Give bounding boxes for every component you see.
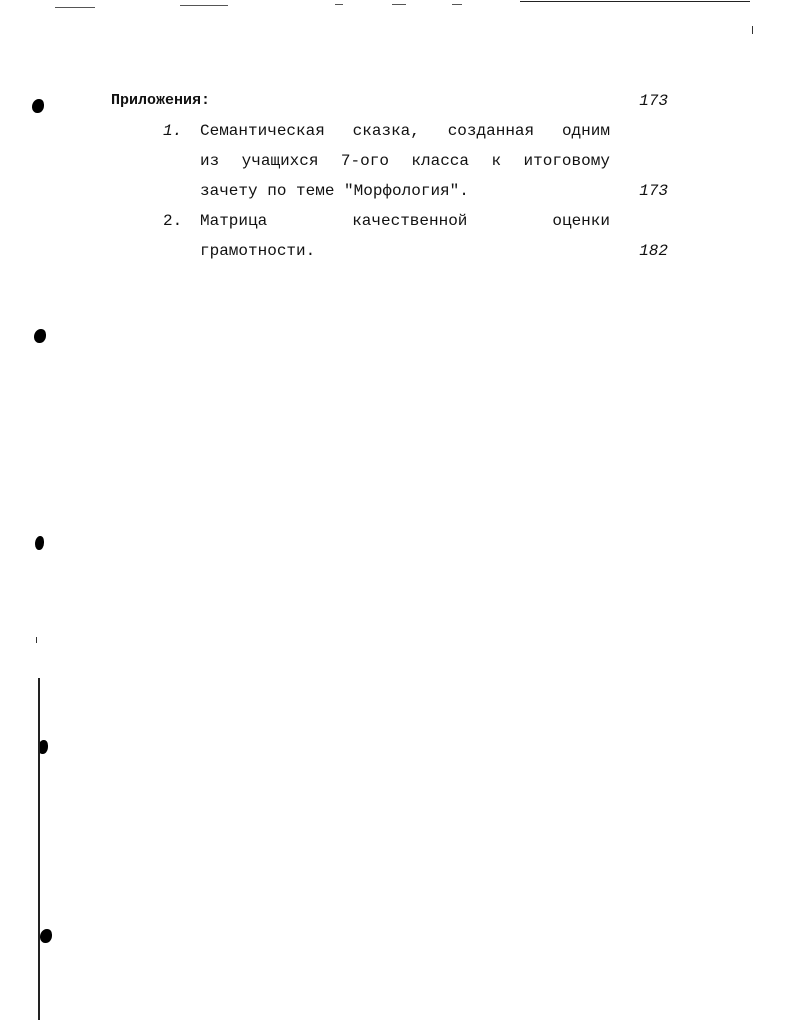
word: одним: [561, 122, 610, 140]
word: сказка,: [352, 122, 420, 140]
appendices-page-number: 173: [639, 92, 668, 110]
binder-hole-mark: [40, 929, 52, 943]
binder-hole-mark: [35, 536, 44, 550]
toc-item-page-number: 182: [639, 242, 668, 260]
scan-edge-line: [520, 1, 750, 2]
scan-edge-line: [55, 7, 95, 8]
toc-item-text-line: грамотности.: [200, 242, 316, 260]
scan-edge-line: [180, 5, 228, 6]
scan-edge-line: [335, 4, 343, 5]
scan-edge-line: [392, 4, 406, 5]
toc-item-page-number: 173: [639, 182, 668, 200]
word: 7-ого: [340, 152, 389, 170]
word: Семантическая: [200, 122, 325, 140]
toc-item-text-line: [200, 212, 610, 230]
toc-item-text-line: [200, 152, 610, 170]
toc-item-number: 1.: [163, 122, 183, 140]
word: к: [491, 152, 502, 170]
word: созданная: [447, 122, 535, 140]
scan-mark: [36, 637, 37, 643]
toc-item-text-line: зачету по теме "Морфология".: [200, 182, 469, 200]
scan-mark: [752, 26, 753, 34]
appendices-heading: Приложения:: [111, 92, 211, 109]
word: Матрица: [200, 212, 268, 230]
toc-item-number: 2.: [163, 212, 183, 230]
word: класса: [411, 152, 469, 170]
word: оценки: [552, 212, 610, 230]
scan-edge-line: [452, 4, 462, 5]
binder-hole-mark: [34, 329, 46, 343]
word: учащихся: [241, 152, 319, 170]
toc-item-text-line: [200, 122, 610, 140]
word: итоговому: [523, 152, 610, 170]
binder-hole-mark: [32, 99, 44, 113]
word: из: [200, 152, 220, 170]
binding-edge-line: [38, 678, 40, 1020]
word: качественной: [352, 212, 468, 230]
